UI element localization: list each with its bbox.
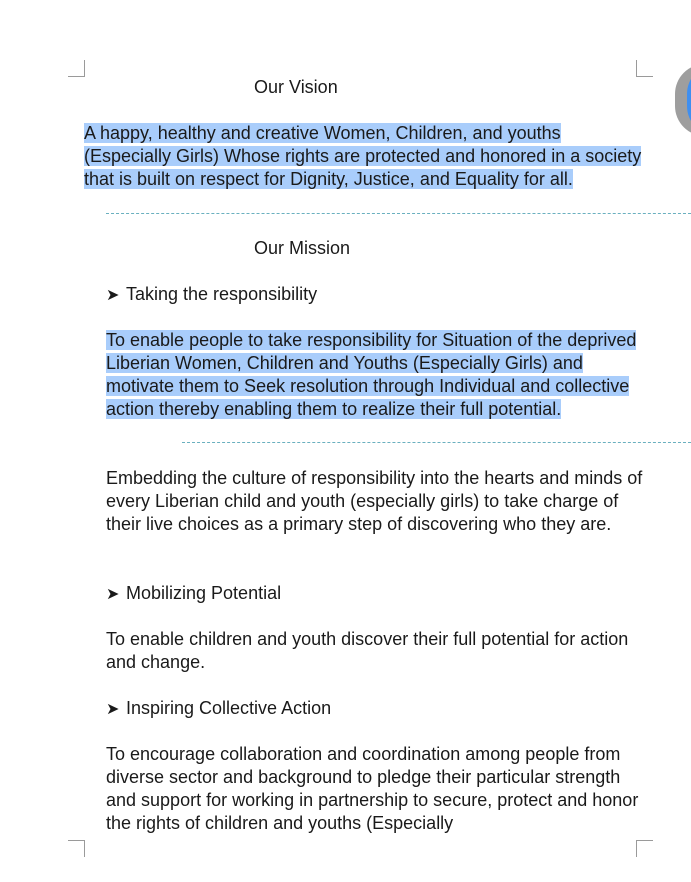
potential-paragraph: To enable children and youth discover their full potential for action and change. (106, 629, 629, 672)
culture-paragraph: Embedding the culture of responsibility into the hearts and minds of every Liberian child and youth (especially girls) to take charge of their live choices as a primary step of discovering who they are. (106, 468, 643, 534)
side-panel-handle-inner (687, 64, 691, 136)
page-corner-bottom-right (636, 840, 653, 857)
selection-end-line (182, 442, 691, 443)
vision-heading: Our Vision (254, 77, 338, 97)
bullet-mobilizing-potential: ➤ Mobilizing Potential (106, 582, 281, 606)
page-corner-top-left (68, 60, 85, 77)
page-corner-bottom-left (68, 840, 85, 857)
bullet-arrow-icon: ➤ (106, 287, 120, 304)
collective-paragraph: To encourage collaboration and coordination among people from diverse sector and background to pledge their particular strength and support for working in partnership to secure, protect and honor the rights of children and youths (Especially (106, 744, 639, 833)
mission-heading: Our Mission (254, 238, 351, 258)
bullet-arrow-icon: ➤ (106, 701, 120, 718)
side-panel-handle[interactable] (675, 64, 691, 136)
bullet-inspiring-collective-action: ➤ Inspiring Collective Action (106, 697, 331, 721)
selection-end-line (106, 213, 691, 214)
page-corner-top-right (636, 60, 653, 77)
responsibility-paragraph[interactable] (106, 329, 646, 421)
responsibility-text: To enable people to take responsibility for Situation of the deprived Liberian Women, Children and Youths (Especially Girls) and motivate them to Seek resolution through Individual and collective action thereby enabling them to realize their full potential. (106, 330, 637, 419)
vision-paragraph[interactable] (84, 122, 642, 191)
bullet-arrow-icon: ➤ (106, 586, 120, 603)
bullet-taking-responsibility: ➤ Taking the responsibility (106, 283, 317, 307)
vision-text: A happy, healthy and creative Women, Children, and youths (Especially Girls) Whose rights are protected and honored in a society that is built on respect for Dignity, Justice, and Equality for all. (84, 123, 642, 189)
